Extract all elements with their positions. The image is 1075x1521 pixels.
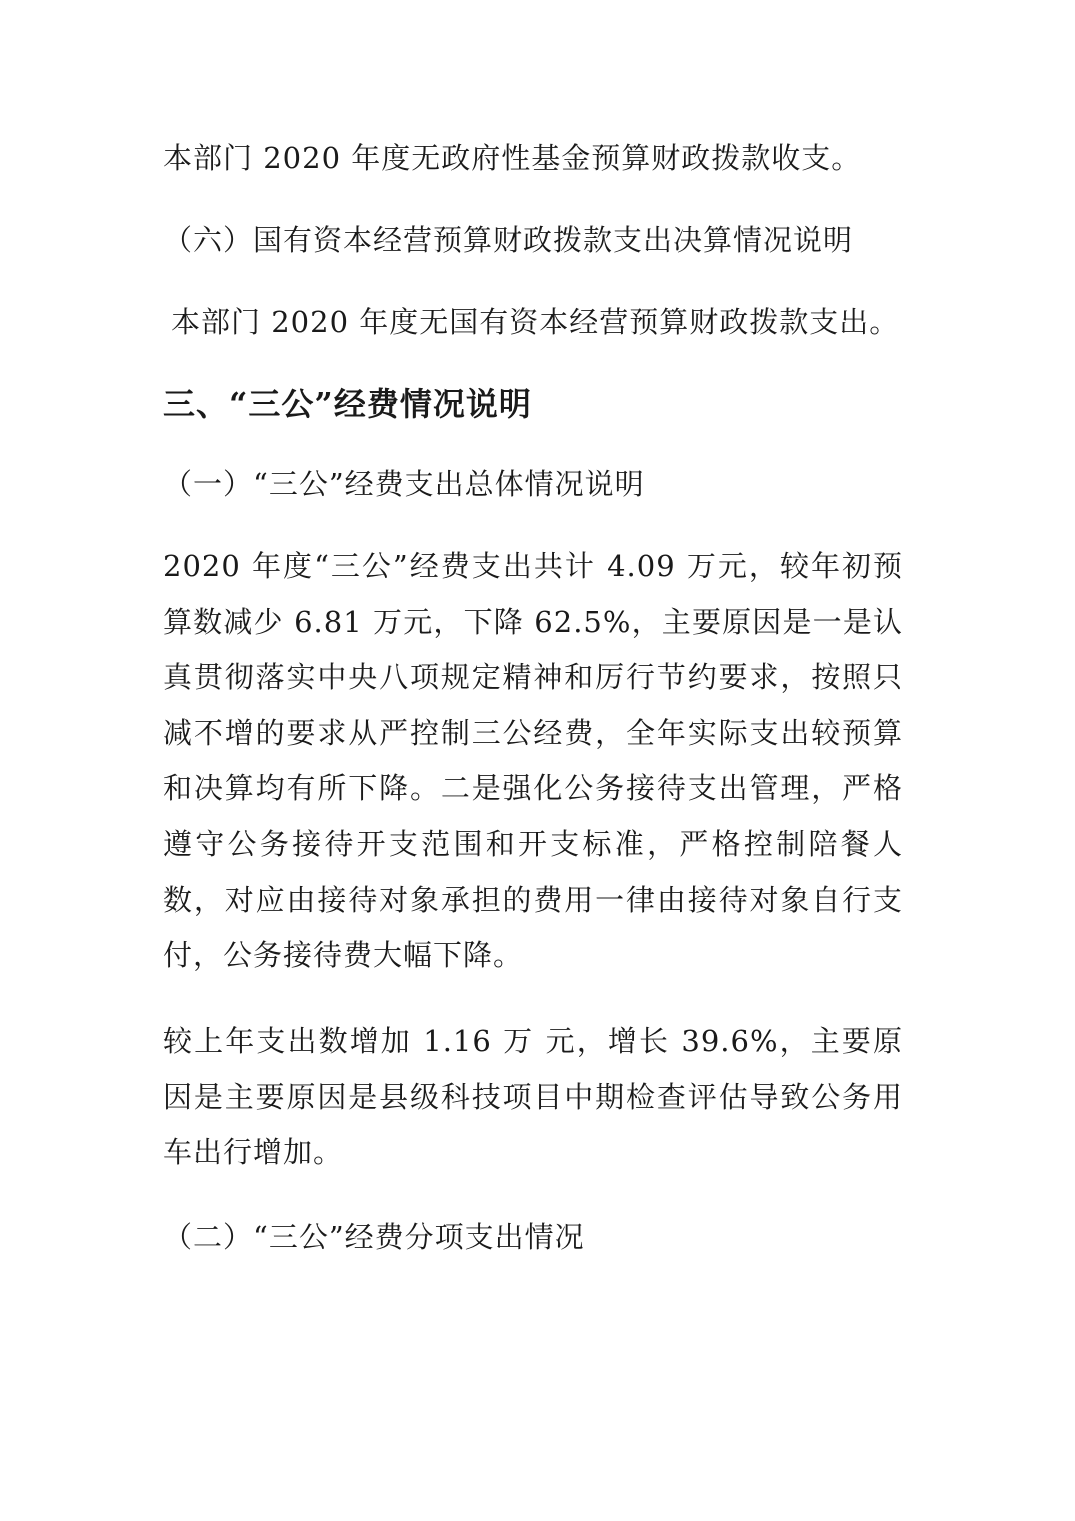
paragraph-year-comparison: 较上年支出数增加 1.16 万 元，增长 39.6%，主要原因是主要原因是县级科技项目中期检查评估导致公务用车出行增加。 — [163, 1024, 903, 1170]
state-capital-statement: 本部门 2020 年度无国有资本经营预算财政拨款支出。 — [171, 305, 900, 339]
section-3-heading: 三、“三公”经费情况说明 — [163, 385, 532, 423]
subsection-6-heading: （六）国有资本经营预算财政拨款支出决算情况说明 — [163, 223, 854, 257]
paragraph-overall-expenditure: 2020 年度“三公”经费支出共计 4.09 万元，较年初预算数减少 6.81 万元，下降 62.5%，主要原因是一是认真贯彻落实中央八项规定精神和厉行节约要求，按照只减不增的要求从严控制三公经费，全年实际支出较预算和决算均有所下降。二是强化公务接待支出管理，严格遵守公务接待开支范围和开支标准，严格控制陪餐人数，对应由接待对象承担的费用一律由接待对象自行支付，公务接待费大幅下降。 — [163, 549, 903, 973]
fund-budget-statement: 本部门 2020 年度无政府性基金预算财政拨款收支。 — [163, 141, 862, 175]
subsection-1-heading: （一）“三公”经费支出总体情况说明 — [163, 467, 645, 501]
subsection-2-heading: （二）“三公”经费分项支出情况 — [163, 1220, 585, 1254]
